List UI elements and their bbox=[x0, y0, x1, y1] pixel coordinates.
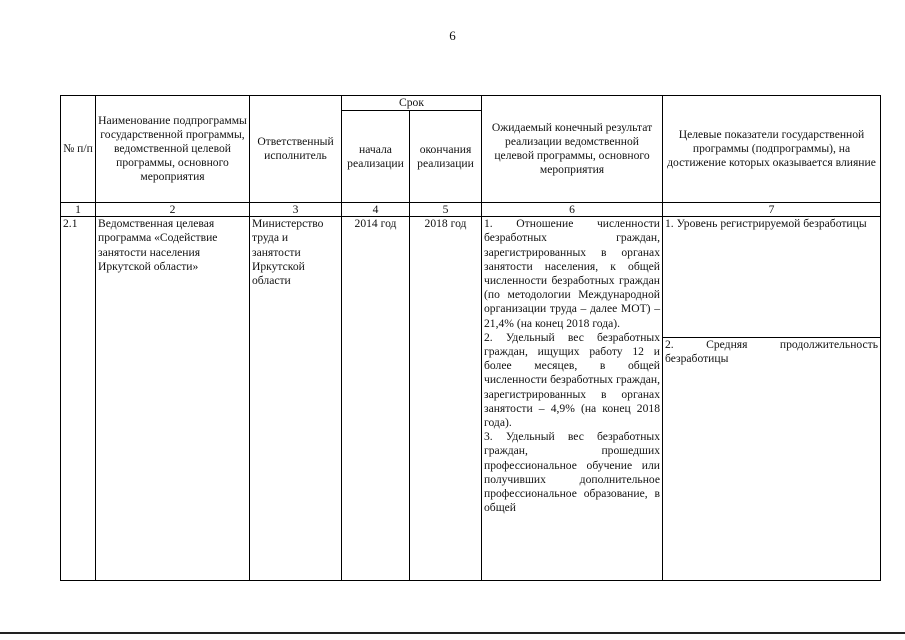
header-num: № п/п bbox=[61, 96, 96, 203]
row-start: 2014 год bbox=[342, 217, 410, 581]
row-result bbox=[482, 217, 663, 581]
col-number: 1 bbox=[61, 203, 96, 217]
col-number: 2 bbox=[96, 203, 250, 217]
table-row bbox=[61, 217, 881, 581]
bottom-edge-line bbox=[0, 632, 905, 634]
header-name: Наименование подпрограммы государственной программы, ведомственной целевой программы, основного мероприятия bbox=[96, 96, 250, 203]
page-number: 6 bbox=[449, 28, 456, 43]
goal-2: 2. Средняя продолжительность безработицы bbox=[665, 338, 878, 366]
header-start: начала реализации bbox=[342, 111, 410, 203]
result-2: 2. Удельный вес безработных граждан, ищущих работу 12 и более месяцев, в общей численности безработных граждан, зарегистрированных в органах занятости – 4,9% (на конец 2018 года). bbox=[484, 330, 660, 430]
program-table bbox=[60, 95, 881, 581]
col-number: 3 bbox=[250, 203, 342, 217]
header-end: окончания реализации bbox=[410, 111, 482, 203]
row-end: 2018 год bbox=[410, 217, 482, 581]
header-goals: Целевые показатели государственной программы (подпрограммы), на достижение которых оказывается влияние bbox=[663, 96, 881, 203]
col-number: 7 bbox=[663, 203, 881, 217]
goal-1: 1. Уровень регистрируемой безработицы bbox=[663, 217, 880, 338]
row-name: Ведомственная целевая программа «Содействие занятости населения Иркутской области» bbox=[96, 217, 250, 581]
row-executor: Министерство труда и занятости Иркутской области bbox=[250, 217, 342, 581]
result-1: 1. Отношение численности безработных граждан, зарегистрированных в органах занятости населения, к общей численности безработных граждан (по методологии Международной организации труда – далее МОТ) – 21,4% (на конец 2018 года). bbox=[484, 217, 660, 330]
col-number: 4 bbox=[342, 203, 410, 217]
row-goals bbox=[663, 217, 881, 581]
header-executor: Ответственный исполнитель bbox=[250, 96, 342, 203]
col-number: 6 bbox=[482, 203, 663, 217]
column-numbers-row bbox=[61, 203, 881, 217]
result-3: 3. Удельный вес безработных граждан, прошедших профессиональное обучение или получивших дополнительное профессиональное образование, в общей bbox=[484, 430, 660, 515]
col-number: 5 bbox=[410, 203, 482, 217]
header-srok: Срок bbox=[342, 96, 482, 111]
row-num: 2.1 bbox=[61, 217, 96, 581]
header-result: Ожидаемый конечный результат реализации ведомственной целевой программы, основного мероприятия bbox=[482, 96, 663, 203]
